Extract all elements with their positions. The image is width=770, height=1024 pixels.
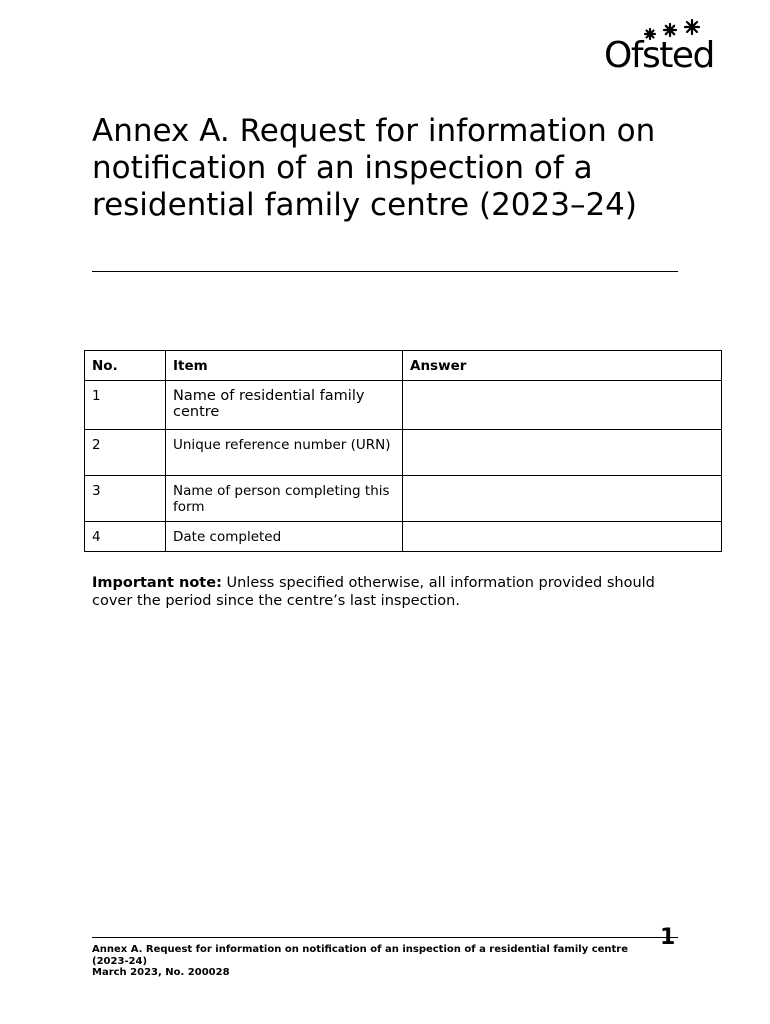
- row-item: Name of person completing this form: [166, 476, 403, 522]
- row-number: 3: [85, 476, 166, 522]
- row-item: Name of residential family centre: [166, 381, 403, 430]
- row-item: Unique reference number (URN): [166, 430, 403, 476]
- title-divider: [92, 271, 678, 272]
- table-header-row: [85, 351, 722, 381]
- footer-title: Annex A. Request for information on notification of an inspection of a residential family centre (2023-24): [92, 944, 629, 967]
- table-row: [85, 522, 722, 552]
- table-row: [85, 430, 722, 476]
- table-row: [85, 381, 722, 430]
- footer: [92, 944, 652, 979]
- row-number: 2: [85, 430, 166, 476]
- header-answer: Answer: [403, 351, 722, 381]
- note-label: Important note:: [92, 575, 222, 591]
- ofsted-logo: [600, 18, 714, 76]
- information-table: [84, 350, 722, 552]
- footer-divider: [92, 937, 678, 938]
- page-number: 1: [660, 925, 676, 950]
- header-item: Item: [166, 351, 403, 381]
- row-number: 4: [85, 522, 166, 552]
- answer-cell[interactable]: [403, 430, 722, 476]
- logo-wordmark: Ofsted: [604, 35, 714, 76]
- header-no: No.: [85, 351, 166, 381]
- footer-date-ref: March 2023, No. 200028: [92, 967, 230, 978]
- row-item: Date completed: [166, 522, 403, 552]
- answer-cell[interactable]: [403, 522, 722, 552]
- document-title: Annex A. Request for information on notification of an inspection of a residential family centre (2023–24): [92, 113, 656, 223]
- note-text: Unless specified otherwise, all information provided should cover the period since the centre’s last inspection.: [92, 575, 655, 609]
- answer-cell[interactable]: [403, 476, 722, 522]
- table-row: [85, 476, 722, 522]
- important-note: [92, 575, 682, 610]
- row-number: 1: [85, 381, 166, 430]
- answer-cell[interactable]: [403, 381, 722, 430]
